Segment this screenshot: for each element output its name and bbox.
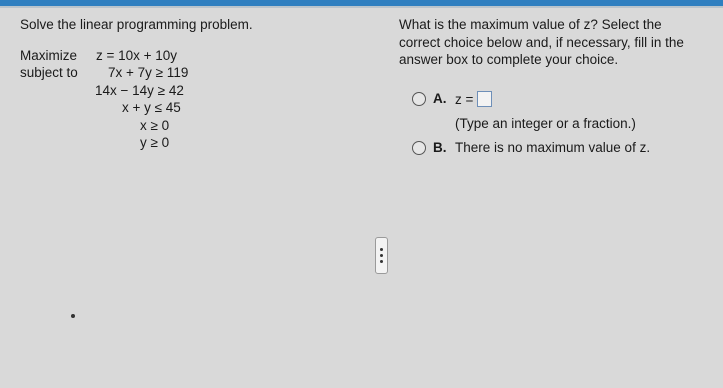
problem-instruction: Solve the linear programming problem. — [20, 17, 253, 32]
pane-splitter-handle[interactable] — [375, 237, 388, 274]
choice-b-text: There is no maximum value of z. — [455, 140, 651, 155]
choice-a-radio[interactable] — [412, 92, 426, 106]
choice-a-prefix: z = — [455, 92, 474, 107]
question-prompt-line-2: correct choice below and, if necessary, fill in the — [399, 35, 684, 50]
choice-b-radio[interactable] — [412, 141, 426, 155]
question-prompt-line-3: answer box to complete your choice. — [399, 52, 619, 67]
choice-a-hint: (Type an integer or a fraction.) — [455, 116, 636, 131]
constraint-5: y ≥ 0 — [140, 135, 170, 150]
subject-to-label: subject to — [20, 65, 78, 80]
problem-panel — [0, 8, 388, 388]
choice-b-letter: B. — [433, 140, 447, 155]
constraint-2: 14x − 14y ≥ 42 — [95, 83, 184, 98]
answer-input-box[interactable] — [477, 91, 492, 107]
constraint-1: 7x + 7y ≥ 119 — [108, 65, 189, 80]
stray-dot — [71, 314, 75, 318]
question-prompt-line-1: What is the maximum value of z? Select the — [399, 17, 662, 32]
question-panel — [388, 8, 723, 388]
vertical-ellipsis-icon — [380, 248, 383, 251]
constraint-4: x ≥ 0 — [140, 118, 170, 133]
maximize-label: Maximize — [20, 48, 78, 63]
constraint-3: x + y ≤ 45 — [122, 100, 181, 115]
choice-a-letter: A. — [433, 91, 447, 106]
objective-function: z = 10x + 10y — [96, 48, 178, 63]
